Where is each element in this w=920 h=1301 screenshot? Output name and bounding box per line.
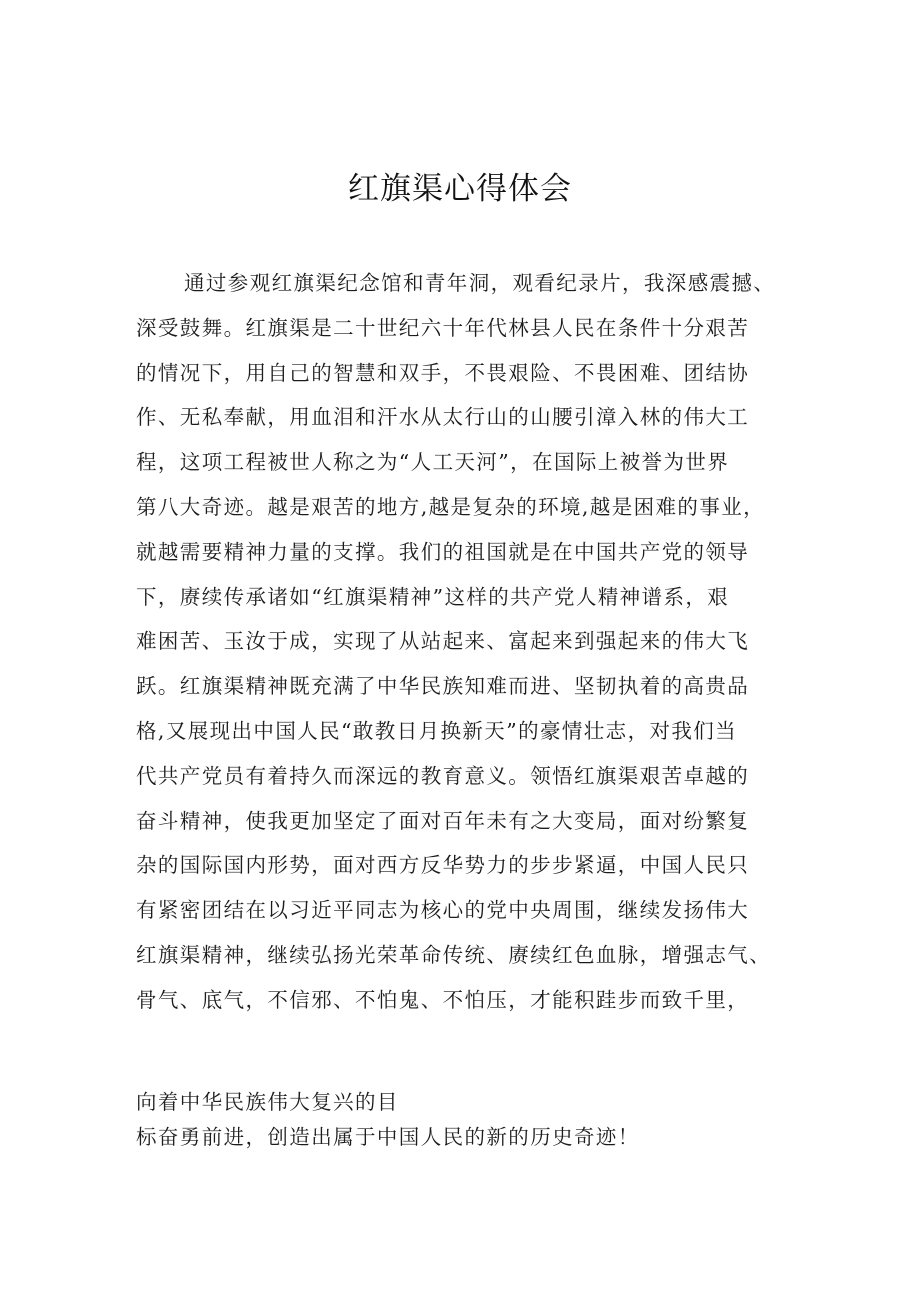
body-line: 程，这项工程被世人称之为“人工天河”，在国际上被誉为世界 [136, 450, 730, 475]
body-line: 的情况下，用自己的智慧和双手，不畏艰险、不畏困难、团结协 [136, 360, 750, 385]
body-line: 代共产党员有着持久而深远的教育意义。领悟红旗渠艰苦卓越的 [136, 763, 750, 788]
document-title: 红旗渠心得体会 [348, 171, 572, 207]
body-line: 奋斗精神，使我更加坚定了面对百年未有之大变局，面对纷繁复 [136, 808, 750, 833]
body-line: 作、无私奉献，用血泪和汗水从太行山的山腰引漳入林的伟大工 [136, 405, 750, 430]
body-line: 通过参观红旗渠纪念馆和青年洞，观看纪录片，我深感震撼、 [184, 271, 776, 295]
body-line: 格,又展现出中国人民“敢教日月换新天”的豪情壮志，对我们当 [136, 718, 738, 743]
body-line: 跃。红旗渠精神既充满了中华民族知难而进、坚韧执着的高贵品 [136, 674, 750, 699]
body-line: 杂的国际国内形势，面对西方反华势力的步步紧逼，中国人民只 [136, 853, 750, 878]
body-line: 就越需要精神力量的支撑。我们的祖国就是在中国共产党的领导 [136, 539, 750, 564]
body-line: 下，赓续传承诸如“红旗渠精神”这样的共产党人精神谱系，艰 [136, 584, 730, 609]
body-line: 有紧密团结在以习近平同志为核心的党中央周围，继续发扬伟大 [136, 898, 750, 923]
body-line: 第八大奇迹。越是艰苦的地方,越是复杂的环境,越是困难的事业， [136, 494, 766, 519]
body-line: 难困苦、玉汝于成，实现了从站起来、富起来到强起来的伟大飞 [136, 629, 750, 654]
body-line: 深受鼓舞。红旗渠是二十世纪六十年代林县人民在条件十分艰苦 [136, 315, 750, 340]
body-line: 骨气、底气，不信邪、不怕鬼、不怕压，才能积跬步而致千里， [136, 987, 750, 1012]
body-line: 红旗渠精神，继续弘扬光荣革命传统、赓续红色血脉，增强志气、 [136, 942, 772, 967]
closing-line: 标奋勇前进，创造出属于中国人民的新的历史奇迹！ [136, 1125, 640, 1149]
closing-line: 向着中华民族伟大复兴的目 [136, 1090, 399, 1114]
document-body [136, 261, 826, 1023]
